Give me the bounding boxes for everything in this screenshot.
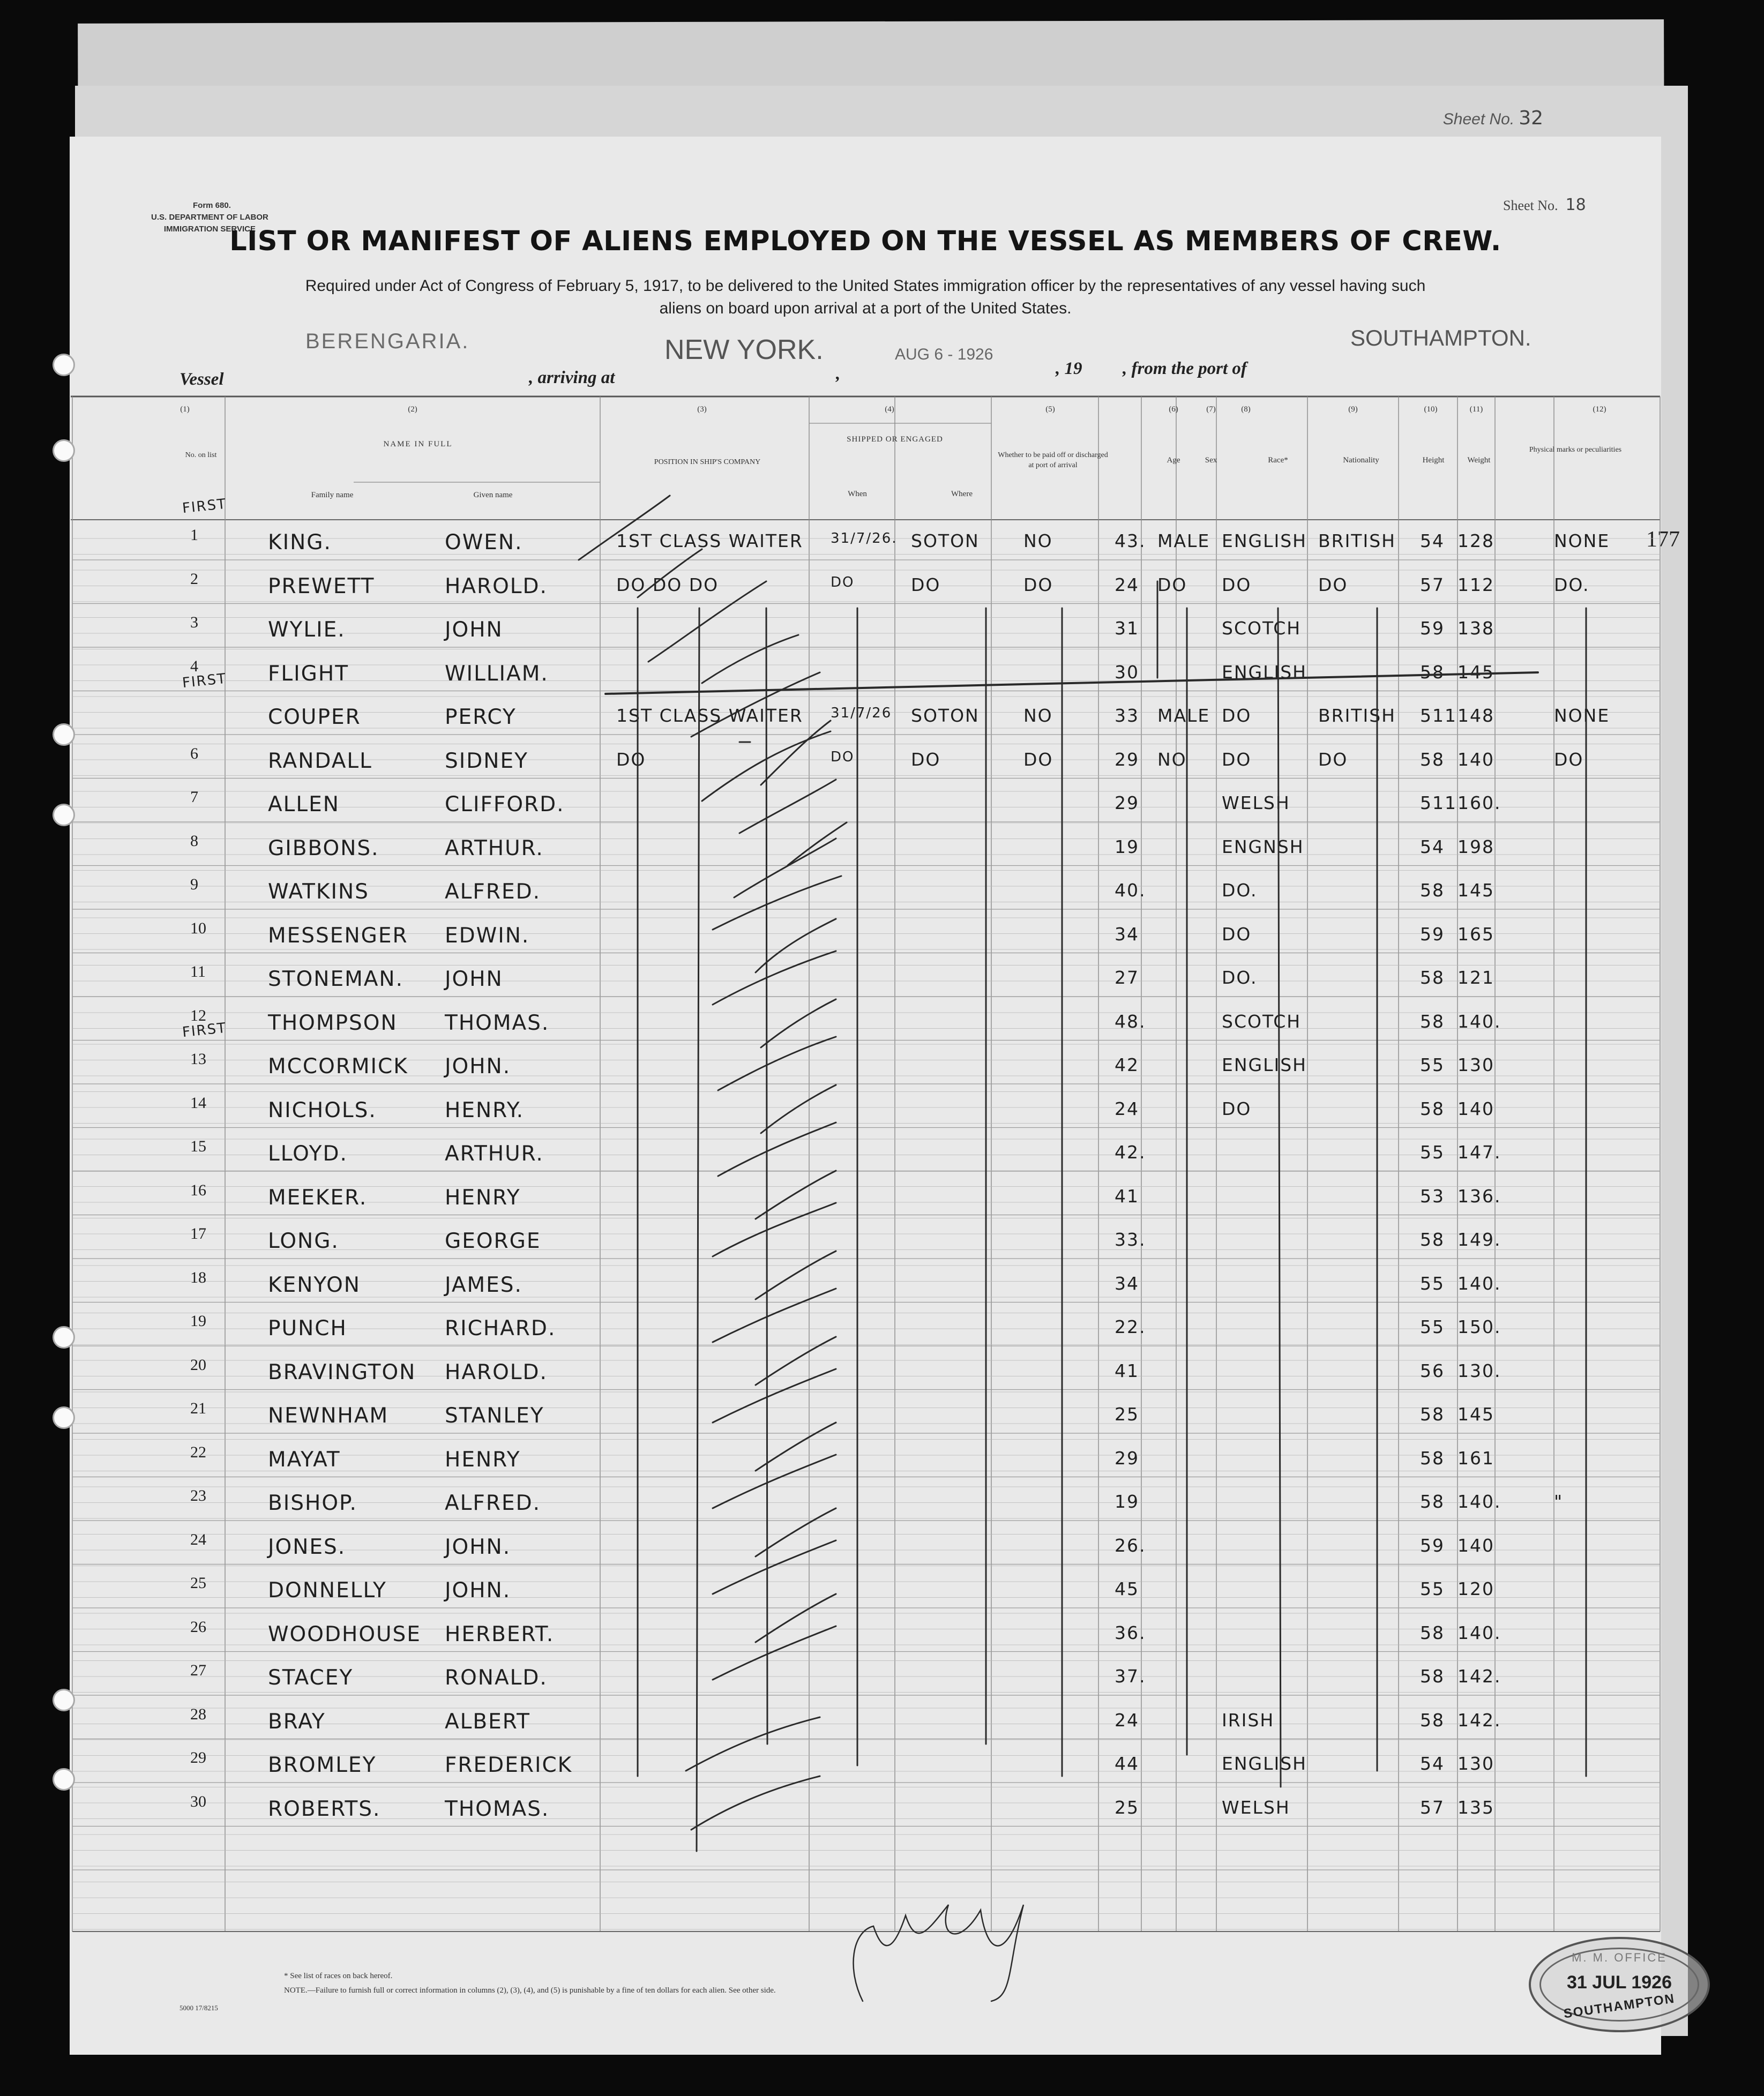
form-number: Form 680. bbox=[193, 201, 231, 210]
height: 59 bbox=[1420, 618, 1445, 639]
given-name: GEORGE bbox=[445, 1229, 541, 1253]
sex: MALE bbox=[1157, 530, 1210, 551]
family-name: WATKINS bbox=[268, 880, 369, 904]
row-number: 13 bbox=[190, 1050, 206, 1068]
family-name: DONNELLY bbox=[268, 1578, 387, 1603]
height: 55 bbox=[1420, 1142, 1445, 1163]
page-number: 177 bbox=[1646, 527, 1680, 552]
binder-hole bbox=[53, 723, 75, 746]
header-position: POSITION IN SHIP'S COMPANY bbox=[654, 458, 761, 466]
year-label: , 19 bbox=[1056, 359, 1082, 378]
height: 54 bbox=[1420, 1753, 1445, 1774]
binder-hole bbox=[53, 1689, 75, 1711]
shipped-when: DO bbox=[831, 574, 855, 590]
height: 59 bbox=[1420, 1534, 1445, 1556]
height: 58 bbox=[1420, 1447, 1445, 1469]
shipped-where: SOTON bbox=[911, 705, 980, 726]
given-name: HERBERT. bbox=[445, 1622, 555, 1646]
row-number: 30 bbox=[190, 1792, 206, 1810]
header-name-in-full: NAME IN FULL bbox=[383, 440, 453, 448]
row-number: 1 bbox=[190, 526, 198, 544]
height: 58 bbox=[1420, 1622, 1445, 1643]
row-number: 12 bbox=[190, 1006, 206, 1024]
age: 30 bbox=[1115, 661, 1139, 683]
office-date-stamp: M. M. OFFICE 31 JUL 1926 SOUTHAMPTON bbox=[1529, 1937, 1710, 2032]
row-number: 8 bbox=[190, 832, 198, 850]
row-number: 15 bbox=[190, 1137, 206, 1155]
date-stamp: AUG 6 - 1926 bbox=[895, 346, 993, 363]
given-name: FREDERICK bbox=[445, 1753, 573, 1777]
column-number: (4) bbox=[885, 405, 894, 414]
back-sheet-number: Sheet No. 32 bbox=[1442, 107, 1543, 129]
header-weight: Weight bbox=[1467, 456, 1491, 465]
header-age: Age bbox=[1167, 456, 1180, 465]
column-number: (10) bbox=[1424, 405, 1438, 414]
vessel-name: BERENGARIA. bbox=[305, 330, 470, 353]
age: 19 bbox=[1115, 836, 1139, 857]
manifest-sheet bbox=[70, 137, 1680, 2055]
age: 36. bbox=[1115, 1622, 1146, 1643]
family-name: BRAY bbox=[268, 1709, 326, 1734]
row-number: 3 bbox=[190, 613, 198, 631]
weight: 112 bbox=[1457, 574, 1494, 595]
height: 55 bbox=[1420, 1578, 1445, 1599]
row-number: 16 bbox=[190, 1181, 206, 1199]
height: 511 bbox=[1420, 705, 1457, 726]
race: WELSH bbox=[1222, 792, 1290, 813]
row-number: 22 bbox=[190, 1443, 206, 1461]
family-name: STONEMAN. bbox=[268, 967, 403, 991]
weight: 147. bbox=[1457, 1142, 1501, 1163]
row-number: 29 bbox=[190, 1749, 206, 1766]
nationality: BRITISH bbox=[1318, 705, 1396, 726]
family-name: MAYAT bbox=[268, 1447, 341, 1472]
age: 42. bbox=[1115, 1142, 1146, 1163]
given-name: HENRY bbox=[445, 1185, 521, 1210]
height: 55 bbox=[1420, 1316, 1445, 1337]
weight: 136. bbox=[1457, 1185, 1501, 1207]
row-number: 14 bbox=[190, 1094, 206, 1112]
paid-off: NO bbox=[1023, 530, 1053, 551]
row-annotation: FIRST bbox=[181, 496, 228, 517]
column-number: (12) bbox=[1593, 405, 1606, 414]
shipped-where: SOTON bbox=[911, 530, 980, 551]
height: 58 bbox=[1420, 661, 1445, 683]
race: SCOTCH bbox=[1222, 618, 1302, 639]
age: 19 bbox=[1115, 1491, 1139, 1512]
family-name: BISHOP. bbox=[268, 1491, 357, 1515]
family-name: WYLIE. bbox=[268, 618, 346, 642]
row-number: 18 bbox=[190, 1268, 206, 1286]
given-name: JOHN. bbox=[445, 1054, 511, 1079]
family-name: ALLEN bbox=[268, 792, 340, 817]
column-number: (9) bbox=[1348, 405, 1358, 414]
nationality: DO bbox=[1318, 748, 1348, 770]
binder-hole bbox=[53, 1326, 75, 1349]
weight: 150. bbox=[1457, 1316, 1501, 1337]
physical-marks: NONE bbox=[1554, 705, 1610, 726]
race: DO. bbox=[1222, 880, 1258, 901]
header-sex: Sex bbox=[1205, 456, 1217, 465]
weight: 140. bbox=[1457, 1491, 1501, 1512]
race: DO. bbox=[1222, 967, 1258, 988]
column-number: (1) bbox=[180, 405, 190, 414]
weight: 130 bbox=[1457, 1753, 1494, 1774]
sex: DO bbox=[1157, 574, 1187, 595]
family-name: BRAVINGTON bbox=[268, 1360, 416, 1384]
position: DO bbox=[616, 748, 646, 770]
position: DO DO DO bbox=[616, 574, 719, 595]
height: 511 bbox=[1420, 792, 1457, 813]
race: DO bbox=[1222, 923, 1252, 945]
header-family-name: Family name bbox=[311, 491, 354, 499]
age: 40. bbox=[1115, 880, 1146, 901]
given-name: ALFRED. bbox=[445, 880, 541, 904]
row-number: 2 bbox=[190, 570, 198, 588]
department-name: U.S. DEPARTMENT OF LABOR bbox=[151, 213, 268, 222]
races-note: * See list of races on back hereof. bbox=[284, 1972, 393, 1980]
race: ENGLISH bbox=[1222, 530, 1307, 551]
physical-marks: DO. bbox=[1554, 574, 1590, 595]
given-name: JAMES. bbox=[445, 1272, 522, 1297]
column-number: (11) bbox=[1469, 405, 1483, 414]
age: 26. bbox=[1115, 1534, 1146, 1556]
family-name: STACEY bbox=[268, 1666, 354, 1690]
height: 54 bbox=[1420, 836, 1445, 857]
print-code: 5000 17/8215 bbox=[180, 2004, 218, 2012]
row-number: 19 bbox=[190, 1312, 206, 1330]
weight: 149. bbox=[1457, 1229, 1501, 1250]
height: 55 bbox=[1420, 1054, 1445, 1075]
physical-marks: NONE bbox=[1554, 530, 1610, 551]
family-name: GIBBONS. bbox=[268, 836, 379, 860]
header-given-name: Given name bbox=[473, 491, 513, 499]
weight: 120 bbox=[1457, 1578, 1494, 1599]
weight: 121 bbox=[1457, 967, 1494, 988]
service-name: IMMIGRATION SERVICE bbox=[163, 224, 256, 234]
given-name: OWEN. bbox=[445, 530, 523, 555]
from-port: SOUTHAMPTON. bbox=[1350, 325, 1531, 350]
family-name: NICHOLS. bbox=[268, 1098, 377, 1122]
row-number: 6 bbox=[190, 744, 198, 762]
family-name: THOMPSON bbox=[268, 1010, 398, 1035]
vessel-label: Vessel bbox=[180, 370, 224, 389]
family-name: COUPER bbox=[268, 705, 361, 729]
given-name: WILLIAM. bbox=[445, 661, 549, 686]
given-name: RICHARD. bbox=[445, 1316, 556, 1341]
column-number: (5) bbox=[1045, 405, 1055, 414]
age: 37. bbox=[1115, 1666, 1146, 1687]
age: 33. bbox=[1115, 1229, 1146, 1250]
binder-hole bbox=[53, 804, 75, 826]
age: 29 bbox=[1115, 748, 1139, 770]
race: IRISH bbox=[1222, 1709, 1275, 1731]
weight: 135 bbox=[1457, 1796, 1494, 1818]
height: 58 bbox=[1420, 1491, 1445, 1512]
height: 59 bbox=[1420, 923, 1445, 945]
age: 44 bbox=[1115, 1753, 1139, 1774]
given-name: HAROLD. bbox=[445, 1360, 548, 1384]
height: 55 bbox=[1420, 1272, 1445, 1294]
given-name: ARTHUR. bbox=[445, 836, 544, 860]
height: 58 bbox=[1420, 1666, 1445, 1687]
age: 45 bbox=[1115, 1578, 1139, 1599]
family-name: MCCORMICK bbox=[268, 1054, 408, 1079]
family-name: KING. bbox=[268, 530, 332, 555]
paid-off: DO bbox=[1023, 574, 1053, 595]
row-number: 28 bbox=[190, 1705, 206, 1723]
age: 25 bbox=[1115, 1796, 1139, 1818]
weight: 160. bbox=[1457, 792, 1501, 813]
shipped-when: 31/7/26 bbox=[831, 705, 892, 721]
column-number: (2) bbox=[408, 405, 417, 414]
penalty-note: NOTE.—Failure to furnish full or correct information in columns (2), (3), (4), and (5) is punishable by a fine of ten dollars for each alien. See other side. bbox=[284, 1986, 776, 1995]
weight: 140. bbox=[1457, 1010, 1501, 1032]
column-number: (6) bbox=[1169, 405, 1178, 414]
row-number: 7 bbox=[190, 788, 198, 806]
age: 42 bbox=[1115, 1054, 1139, 1075]
age: 29 bbox=[1115, 1447, 1139, 1469]
header-height: Height bbox=[1422, 456, 1445, 465]
nationality: BRITISH bbox=[1318, 530, 1396, 551]
row-number: 25 bbox=[190, 1574, 206, 1592]
given-name: JOHN. bbox=[445, 1534, 511, 1559]
weight: 140. bbox=[1457, 1622, 1501, 1643]
header-paid-off: Whether to be paid off or discharged at port of arrival bbox=[998, 451, 1108, 469]
row-number: 24 bbox=[190, 1530, 206, 1548]
shipped-where: DO bbox=[911, 574, 941, 595]
from-port-label: , from the port of bbox=[1123, 359, 1247, 378]
row-number: 26 bbox=[190, 1618, 206, 1636]
family-name: WOODHOUSE bbox=[268, 1622, 421, 1646]
weight: 140 bbox=[1457, 1098, 1494, 1119]
manifest-title: LIST OR MANIFEST OF ALIENS EMPLOYED ON THE VESSEL AS MEMBERS OF CREW. bbox=[229, 226, 1501, 257]
sex: MALE bbox=[1157, 705, 1210, 726]
age: 41 bbox=[1115, 1360, 1139, 1381]
row-number: 21 bbox=[190, 1399, 206, 1417]
column-number: (3) bbox=[697, 405, 707, 414]
family-name: MESSENGER bbox=[268, 923, 408, 948]
height: 58 bbox=[1420, 1229, 1445, 1250]
given-name: PERCY bbox=[445, 705, 517, 729]
nationality: DO bbox=[1318, 574, 1348, 595]
arriving-port: NEW YORK. bbox=[664, 334, 824, 365]
sex: NO bbox=[1157, 748, 1187, 770]
weight: 130. bbox=[1457, 1360, 1501, 1381]
binder-hole bbox=[53, 354, 75, 376]
age: 29 bbox=[1115, 792, 1139, 813]
weight: 140. bbox=[1457, 1272, 1501, 1294]
family-name: ROBERTS. bbox=[268, 1796, 381, 1821]
row-annotation: FIRST bbox=[181, 670, 228, 692]
race: SCOTCH bbox=[1222, 1010, 1302, 1032]
header-when: When bbox=[848, 490, 867, 498]
binder-hole bbox=[53, 1406, 75, 1429]
race: DO bbox=[1222, 705, 1252, 726]
height: 58 bbox=[1420, 748, 1445, 770]
weight: 145 bbox=[1457, 661, 1494, 683]
height: 58 bbox=[1420, 1010, 1445, 1032]
height: 58 bbox=[1420, 880, 1445, 901]
height: 57 bbox=[1420, 1796, 1445, 1818]
height: 58 bbox=[1420, 1404, 1445, 1425]
row-number: 17 bbox=[190, 1225, 206, 1242]
paid-off: NO bbox=[1023, 705, 1053, 726]
weight: 128 bbox=[1457, 530, 1494, 551]
given-name: HENRY. bbox=[445, 1098, 525, 1122]
height: 58 bbox=[1420, 1709, 1445, 1731]
family-name: MEEKER. bbox=[268, 1185, 368, 1210]
weight: 138 bbox=[1457, 618, 1494, 639]
age: 33 bbox=[1115, 705, 1139, 726]
height: 58 bbox=[1420, 1098, 1445, 1119]
manifest-subtitle: Required under Act of Congress of February 5, 1917, to be delivered to the United States immigration officer by the representatives of any vessel having such aliens on board upon arrival at a port of the United States. bbox=[305, 277, 1426, 317]
race: ENGLISH bbox=[1222, 1054, 1307, 1075]
header-marks: Physical marks or peculiarities bbox=[1529, 446, 1622, 454]
weight: 148 bbox=[1457, 705, 1494, 726]
weight: 140 bbox=[1457, 1534, 1494, 1556]
given-name: HAROLD. bbox=[445, 574, 548, 598]
family-name: RANDALL bbox=[268, 748, 372, 773]
given-name: ALBERT bbox=[445, 1709, 530, 1734]
row-annotation: FIRST bbox=[181, 1020, 228, 1041]
given-name: RONALD. bbox=[445, 1666, 548, 1690]
header-no-on-list: No. on list bbox=[185, 451, 217, 459]
binder-hole bbox=[53, 1768, 75, 1791]
age: 48. bbox=[1115, 1010, 1146, 1032]
family-name: LONG. bbox=[268, 1229, 339, 1253]
height: 53 bbox=[1420, 1185, 1445, 1207]
header-where: Where bbox=[951, 490, 973, 498]
race: ENGLISH bbox=[1222, 661, 1307, 683]
race: ENGLISH bbox=[1222, 1753, 1307, 1774]
family-name: JONES. bbox=[268, 1534, 346, 1559]
physical-marks: DO bbox=[1554, 748, 1584, 770]
family-name: LLOYD. bbox=[268, 1142, 348, 1166]
row-number: 23 bbox=[190, 1487, 206, 1504]
age: 22. bbox=[1115, 1316, 1146, 1337]
comma-sep: , bbox=[836, 364, 841, 384]
given-name: THOMAS. bbox=[445, 1796, 550, 1821]
height: 58 bbox=[1420, 967, 1445, 988]
weight: 161 bbox=[1457, 1447, 1494, 1469]
shipped-when: DO bbox=[831, 748, 855, 765]
header-nationality: Nationality bbox=[1343, 456, 1379, 465]
row-number: 9 bbox=[190, 875, 198, 893]
header-shipped: SHIPPED OR ENGAGED bbox=[847, 435, 943, 444]
race: DO bbox=[1222, 574, 1252, 595]
family-name: BROMLEY bbox=[268, 1753, 377, 1777]
family-name: PUNCH bbox=[268, 1316, 347, 1341]
family-name: NEWNHAM bbox=[268, 1404, 389, 1428]
weight: 165 bbox=[1457, 923, 1494, 945]
row-number: 20 bbox=[190, 1356, 206, 1374]
height: 54 bbox=[1420, 530, 1445, 551]
column-number: (7) bbox=[1206, 405, 1216, 414]
family-name: PREWETT bbox=[268, 574, 375, 598]
row-number: 10 bbox=[190, 919, 206, 937]
shipped-where: DO bbox=[911, 748, 941, 770]
age: 34 bbox=[1115, 923, 1139, 945]
position: 1ST CLASS WAITER bbox=[616, 705, 803, 726]
height: 57 bbox=[1420, 574, 1445, 595]
weight: 198 bbox=[1457, 836, 1494, 857]
given-name: ARTHUR. bbox=[445, 1142, 544, 1166]
header-race: Race* bbox=[1268, 456, 1288, 465]
ditto-strokes bbox=[70, 137, 1661, 2055]
arriving-label: , arriving at bbox=[529, 368, 615, 387]
weight: 145 bbox=[1457, 880, 1494, 901]
age: 24 bbox=[1115, 1098, 1139, 1119]
position: 1ST CLASS WAITER bbox=[616, 530, 803, 551]
row-number: 4 bbox=[190, 657, 198, 675]
sheet-number: Sheet No. 18 bbox=[1503, 196, 1586, 214]
row-number: 11 bbox=[190, 963, 206, 980]
family-name: KENYON bbox=[268, 1272, 361, 1297]
given-name: HENRY bbox=[445, 1447, 521, 1472]
age: 25 bbox=[1115, 1404, 1139, 1425]
age: 24 bbox=[1115, 574, 1139, 595]
given-name: STANLEY bbox=[445, 1404, 544, 1428]
weight: 130 bbox=[1457, 1054, 1494, 1075]
race: DO bbox=[1222, 1098, 1252, 1119]
given-name: EDWIN. bbox=[445, 923, 530, 948]
age: 27 bbox=[1115, 967, 1139, 988]
age: 34 bbox=[1115, 1272, 1139, 1294]
column-number: (8) bbox=[1241, 405, 1251, 414]
binder-hole bbox=[53, 439, 75, 462]
weight: 142. bbox=[1457, 1666, 1501, 1687]
shipped-when: 31/7/26. bbox=[831, 530, 898, 547]
family-name: FLIGHT bbox=[268, 661, 349, 686]
race: WELSH bbox=[1222, 1796, 1290, 1818]
given-name: CLIFFORD. bbox=[445, 792, 565, 817]
age: 41 bbox=[1115, 1185, 1139, 1207]
height: 56 bbox=[1420, 1360, 1445, 1381]
weight: 145 bbox=[1457, 1404, 1494, 1425]
given-name: JOHN bbox=[445, 618, 503, 642]
given-name: THOMAS. bbox=[445, 1010, 550, 1035]
race: DO bbox=[1222, 748, 1252, 770]
weight: 140 bbox=[1457, 748, 1494, 770]
age: 43. bbox=[1115, 530, 1146, 551]
paid-off: DO bbox=[1023, 748, 1053, 770]
age: 24 bbox=[1115, 1709, 1139, 1731]
weight: 142. bbox=[1457, 1709, 1501, 1731]
row-number: 27 bbox=[190, 1661, 206, 1679]
given-name: JOHN. bbox=[445, 1578, 511, 1603]
given-name: JOHN bbox=[445, 967, 503, 991]
given-name: SIDNEY bbox=[445, 748, 528, 773]
physical-marks: " bbox=[1554, 1491, 1564, 1512]
given-name: ALFRED. bbox=[445, 1491, 541, 1515]
age: 31 bbox=[1115, 618, 1139, 639]
race: ENGNSH bbox=[1222, 836, 1304, 857]
